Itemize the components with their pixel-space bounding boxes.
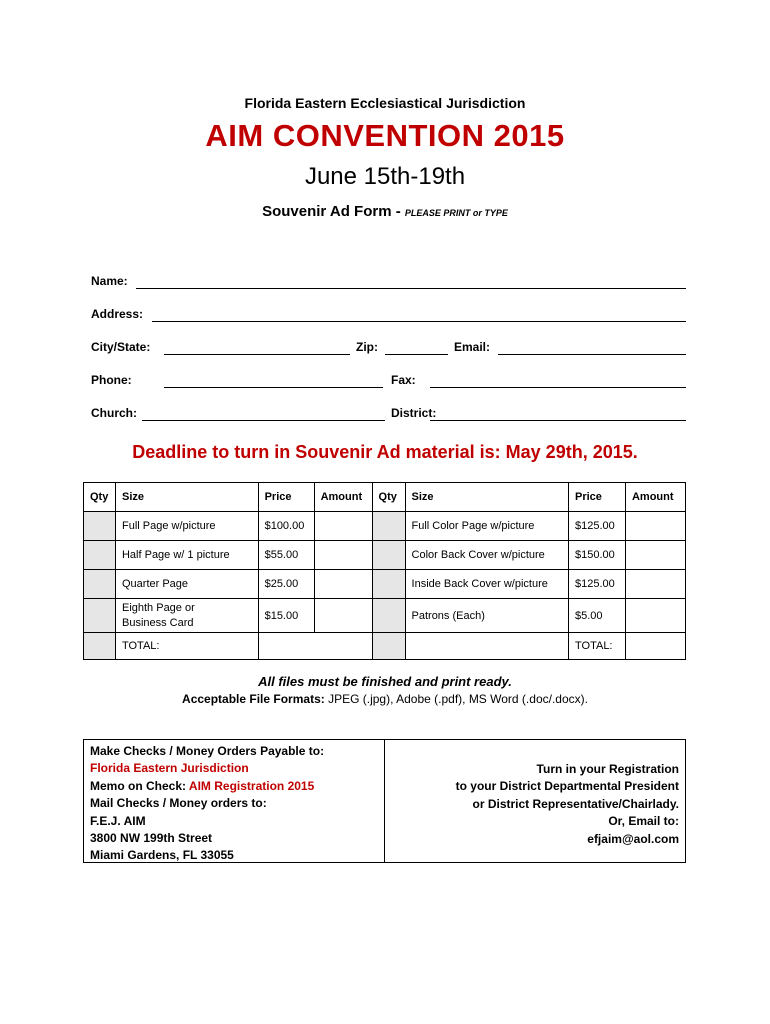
payment-info-box [83,739,686,863]
page-title: AIM CONVENTION 2015 [205,118,565,153]
qty-cell [372,633,405,660]
files-notice: All files must be finished and print ready. [258,674,512,689]
total-input[interactable] [258,633,372,660]
qty-input[interactable] [84,599,116,633]
email-label: Email: [454,340,491,354]
registration-line: or District Representative/Chairlady. [472,796,679,811]
phone-field[interactable] [164,387,383,388]
amount-input[interactable] [314,512,372,541]
form-title-text: Souvenir Ad Form - [262,203,401,220]
payable-to-line: Make Checks / Money Orders Payable to: [90,744,325,758]
name-label: Name: [91,274,128,288]
amount-input[interactable] [625,570,685,599]
price-cell: $5.00 [569,599,626,633]
size-cell [115,599,258,633]
total-label: TOTAL: [569,633,626,660]
deadline-notice: Deadline to turn in Souvenir Ad material is: May 29th, 2015. [132,442,638,462]
form-title [0,203,770,220]
fax-field[interactable] [430,387,686,388]
price-cell: $15.00 [258,599,314,633]
table-header-row [84,483,686,512]
address-field[interactable] [152,321,686,322]
size-cell: Quarter Page [115,570,258,599]
total-row [84,633,686,660]
registration-line: to your District Departmental President [455,779,679,794]
col-header-amount: Amount [625,483,685,512]
qty-input[interactable] [84,512,116,541]
table-row [84,541,686,570]
size-cell: Patrons (Each) [405,599,568,633]
file-formats-value: JPEG (.jpg), Adobe (.pdf), MS Word (.doc/.docx). [324,692,588,706]
phone-label: Phone: [91,373,132,387]
amount-input[interactable] [314,599,372,633]
city-state-field[interactable] [164,354,350,355]
size-cell: Half Page w/ 1 picture [115,541,258,570]
address-line: Miami Gardens, FL 33055 [90,848,234,863]
price-cell: $125.00 [569,570,626,599]
organization-name: Florida Eastern Ecclesiastical Jurisdiction [244,95,526,111]
col-header-qty: Qty [372,483,405,512]
mail-to-line: Mail Checks / Money orders to: [90,796,267,811]
size-cell: Color Back Cover w/picture [405,541,568,570]
qty-input[interactable] [372,541,405,570]
fax-label: Fax: [391,373,416,387]
address-label: Address: [91,307,144,321]
amount-input[interactable] [314,570,372,599]
convention-dates: June 15th-19th [304,163,466,190]
address-line: F.E.J. AIM [90,813,146,828]
name-field[interactable] [136,288,686,289]
district-field[interactable] [430,420,686,421]
qty-input[interactable] [372,599,405,633]
spacer-cell [405,633,568,660]
table-row [84,512,686,541]
email-field[interactable] [498,354,686,355]
registration-line: Or, Email to: [608,814,679,829]
col-header-size: Size [405,483,568,512]
table-row [84,570,686,599]
box-divider [384,740,385,862]
col-header-size: Size [115,483,258,512]
amount-input[interactable] [625,599,685,633]
col-header-qty: Qty [84,483,116,512]
qty-input[interactable] [84,541,116,570]
memo-line [90,778,324,795]
amount-input[interactable] [314,541,372,570]
table-row [84,599,686,633]
price-cell: $55.00 [258,541,314,570]
qty-cell [84,633,116,660]
registration-email[interactable]: efjaim@aol.com [587,831,679,846]
col-header-price: Price [258,483,314,512]
price-cell: $150.00 [569,541,626,570]
address-line: 3800 NW 199th Street [90,831,213,846]
col-header-price: Price [569,483,626,512]
registration-line: Turn in your Registration [536,762,679,776]
qty-input[interactable] [84,570,116,599]
file-formats-label: Acceptable File Formats: [182,692,325,706]
price-cell: $100.00 [258,512,314,541]
file-formats [0,692,770,706]
price-cell: $125.00 [569,512,626,541]
payment-instructions [90,743,324,865]
price-cell: $25.00 [258,570,314,599]
city-state-label: City/State: [91,340,151,354]
registration-instructions [456,761,679,848]
amount-input[interactable] [625,541,685,570]
total-input[interactable] [625,633,685,660]
church-label: Church: [91,406,137,420]
qty-input[interactable] [372,512,405,541]
memo-label: Memo on Check: [90,778,189,793]
amount-input[interactable] [625,512,685,541]
total-label: TOTAL: [115,633,258,660]
size-cell: Full Color Page w/picture [405,512,568,541]
form-note: PLEASE PRINT or TYPE [404,208,508,218]
size-cell: Full Page w/picture [115,512,258,541]
col-header-amount: Amount [314,483,372,512]
zip-label: Zip: [356,340,378,354]
district-label: District: [391,406,437,420]
zip-field[interactable] [385,354,448,355]
ad-pricing-table [83,482,686,660]
size-line: Business Card [121,616,194,629]
size-line: Eighth Page or [121,601,195,614]
size-cell: Inside Back Cover w/picture [405,570,568,599]
memo-value: AIM Registration 2015 [188,778,315,793]
qty-input[interactable] [372,570,405,599]
payee-name: Florida Eastern Jurisdiction [90,761,249,776]
church-field[interactable] [142,420,385,421]
